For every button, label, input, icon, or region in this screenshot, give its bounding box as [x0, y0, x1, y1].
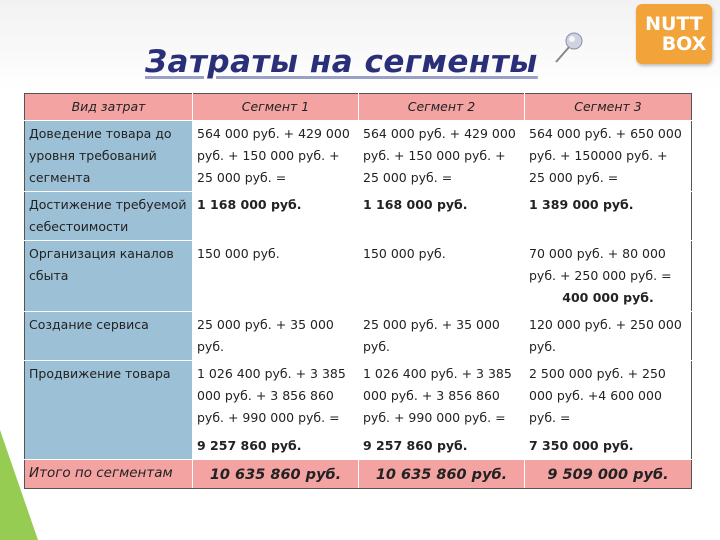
- cell-segment-3: [525, 241, 692, 312]
- cell-segment-1: [193, 361, 359, 460]
- row-label: Организация каналов сбыта: [25, 241, 193, 312]
- cell-segment-3: 564 000 руб. + 650 000 руб. + 150000 руб. + 25 000 руб. =: [525, 121, 692, 192]
- cell-segment-2: 564 000 руб. + 429 000 руб. + 150 000 руб. + 25 000 руб. =: [359, 121, 525, 192]
- header-segment-1: Сегмент 1: [193, 94, 359, 121]
- header-cost-type: Вид затрат: [25, 94, 193, 121]
- cell-segment-2-formula: 1 026 400 руб. + 3 385 000 руб. + 3 856 860 руб. + 990 000 руб. =: [363, 366, 512, 425]
- cell-segment-1: 1 168 000 руб.: [193, 192, 359, 241]
- total-segment-2: 10 635 860 руб.: [359, 460, 525, 489]
- cell-segment-3-total: 7 350 000 руб.: [529, 438, 634, 453]
- cell-segment-3-formula: 2 500 000 руб. + 250 000 руб. +4 600 000 руб. =: [529, 366, 666, 425]
- cell-segment-3: 1 389 000 руб.: [525, 192, 692, 241]
- row-label: Создание сервиса: [25, 312, 193, 361]
- cell-segment-2: 150 000 руб.: [359, 241, 525, 312]
- table-row: [25, 361, 692, 460]
- cell-segment-3-formula: 70 000 руб. + 80 000 руб. + 250 000 руб. =: [529, 246, 672, 283]
- cell-segment-3-total: 400 000 руб.: [562, 290, 654, 305]
- nuttbox-logo: [636, 4, 712, 64]
- row-label: Достижение требуемой себестоимости: [25, 192, 193, 241]
- total-segment-3: 9 509 000 руб.: [525, 460, 692, 489]
- table-row: [25, 121, 692, 192]
- cell-segment-2: 1 168 000 руб.: [359, 192, 525, 241]
- row-label: Доведение товара до уровня требований сегмента: [25, 121, 193, 192]
- cell-segment-2: 25 000 руб. + 35 000 руб.: [359, 312, 525, 361]
- push-pin-icon: [548, 28, 588, 68]
- header-segment-3: Сегмент 3: [525, 94, 692, 121]
- logo-line-1: NUTT: [645, 13, 703, 35]
- total-segment-1: 10 635 860 руб.: [193, 460, 359, 489]
- total-label: Итого по сегментам: [25, 460, 193, 489]
- table-row: [25, 241, 692, 312]
- cell-segment-2: [359, 361, 525, 460]
- cell-segment-3: [525, 361, 692, 460]
- cell-segment-1-total: 9 257 860 руб.: [197, 438, 302, 453]
- page-title: Затраты на сегменты: [145, 44, 538, 80]
- cell-segment-1-formula: 1 026 400 руб. + 3 385 000 руб. + 3 856 860 руб. + 990 000 руб. =: [197, 366, 346, 425]
- header-segment-2: Сегмент 2: [359, 94, 525, 121]
- cell-segment-1: 150 000 руб.: [193, 241, 359, 312]
- cell-segment-1: 564 000 руб. + 429 000 руб. + 150 000 руб. + 25 000 руб. =: [193, 121, 359, 192]
- logo-line-2: BOX: [661, 33, 707, 55]
- total-row: [25, 460, 692, 489]
- cell-segment-3: 120 000 руб. + 250 000 руб.: [525, 312, 692, 361]
- row-label: Продвижение товара: [25, 361, 193, 460]
- segment-costs-table: [24, 93, 692, 489]
- table-header-row: [25, 94, 692, 121]
- table-row: [25, 312, 692, 361]
- cell-segment-2-total: 9 257 860 руб.: [363, 438, 468, 453]
- table-row: [25, 192, 692, 241]
- cell-segment-1: 25 000 руб. + 35 000 руб.: [193, 312, 359, 361]
